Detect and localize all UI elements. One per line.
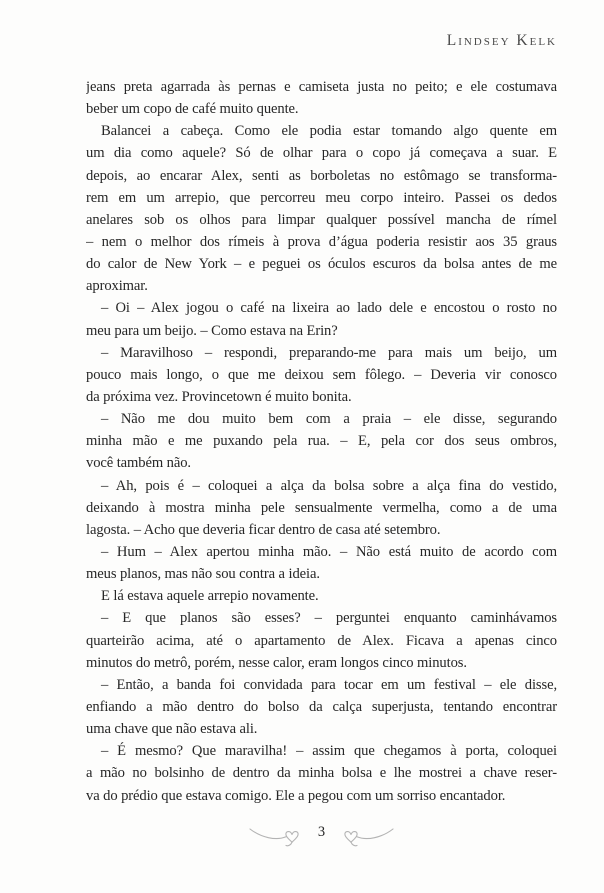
running-header-author: Lindsey Kelk xyxy=(446,32,557,49)
text-line: – Não me dou muito bem com a praia – ele disse, segurando xyxy=(101,411,557,428)
text-line: – É mesmo? Que maravilha! – assim que chegamos à porta, coloquei xyxy=(101,743,557,760)
text-line: enfiando a mão dentro do bolso da calça superjusta, tentando encontrar xyxy=(86,698,557,715)
text-line: – Oi – Alex jogou o café na lixeira ao lado dele e encostou o rosto no xyxy=(101,300,557,317)
text-line: lagosta. – Acho que deveria ficar dentro de casa até setembro. xyxy=(86,521,441,538)
text-line: beber um copo de café muito quente. xyxy=(86,101,299,118)
text-line: aproximar. xyxy=(86,278,148,295)
text-line: um dia como aquele? Só de olhar para o copo já começava a suar. E xyxy=(86,145,557,162)
heart-flourish-right-icon xyxy=(336,822,394,850)
text-line: – Então, a banda foi convidada para tocar em um festival – ele disse, xyxy=(101,676,557,693)
text-line: jeans preta agarrada às pernas e camiseta justa no peito; e ele costumava xyxy=(86,79,557,95)
text-line: uma chave que não estava ali. xyxy=(86,721,258,738)
text-line: – Maravilhoso – respondi, preparando-me para mais um beijo, um xyxy=(101,344,557,361)
text-line: depois, ao encarar Alex, senti as borboletas no estômago se transforma- xyxy=(86,167,557,184)
text-line: rem em um arrepio, que percorreu meu corpo inteiro. Passei os dedos xyxy=(86,189,557,206)
text-line: deixando à mostra minha pele sensualmente vermelha, como a de uma xyxy=(86,499,557,516)
text-line: pouco mais longo, o que me deixou sem fôlego. – Deveria vir conosco xyxy=(86,366,557,383)
text-line: – Ah, pois é – coloquei a alça da bolsa sobre a alça fina do vestido, xyxy=(101,477,557,494)
page-number: 3 xyxy=(317,823,326,840)
text-line: minutos do metrô, porém, nesse calor, eram longos cinco minutos. xyxy=(86,654,467,671)
text-line: minha mão e me puxando pela rua. – E, pela cor dos seus ombros, xyxy=(86,433,557,450)
text-line: meu para um beijo. – Como estava na Erin? xyxy=(86,322,338,339)
text-line: a mão no bolsinho de dentro da minha bolsa e lhe mostrei a chave reser- xyxy=(86,765,557,782)
text-line: você também não. xyxy=(86,455,191,472)
text-line: Balancei a cabeça. Como ele podia estar tomando algo quente em xyxy=(101,123,557,140)
text-line: – E que planos são esses? – perguntei enquanto caminhávamos xyxy=(101,610,557,627)
text-line: quarteirão acima, até o apartamento de Alex. Ficava a apenas cinco xyxy=(86,632,557,649)
text-line: E lá estava aquele arrepio novamente. xyxy=(101,588,319,605)
body-text xyxy=(86,76,557,807)
text-line: do calor de New York – e peguei os óculos escuros da bolsa antes de me xyxy=(86,256,557,273)
heart-flourish-left-icon xyxy=(249,822,307,850)
text-line: anelares sob os olhos para limpar qualquer possível mancha de rímel xyxy=(86,211,557,228)
text-line: – nem o melhor dos rímeis à prova d’água poderia resistir aos 35 graus xyxy=(86,233,557,250)
text-line: va do prédio que estava comigo. Ele a pegou com um sorriso encantador. xyxy=(86,787,506,804)
page-footer xyxy=(86,822,557,850)
text-line: – Hum – Alex apertou minha mão. – Não está muito de acordo com xyxy=(101,543,557,560)
text-line: meus planos, mas não sou contra a ideia. xyxy=(86,566,320,583)
text-line: da próxima vez. Provincetown é muito bonita. xyxy=(86,388,352,405)
